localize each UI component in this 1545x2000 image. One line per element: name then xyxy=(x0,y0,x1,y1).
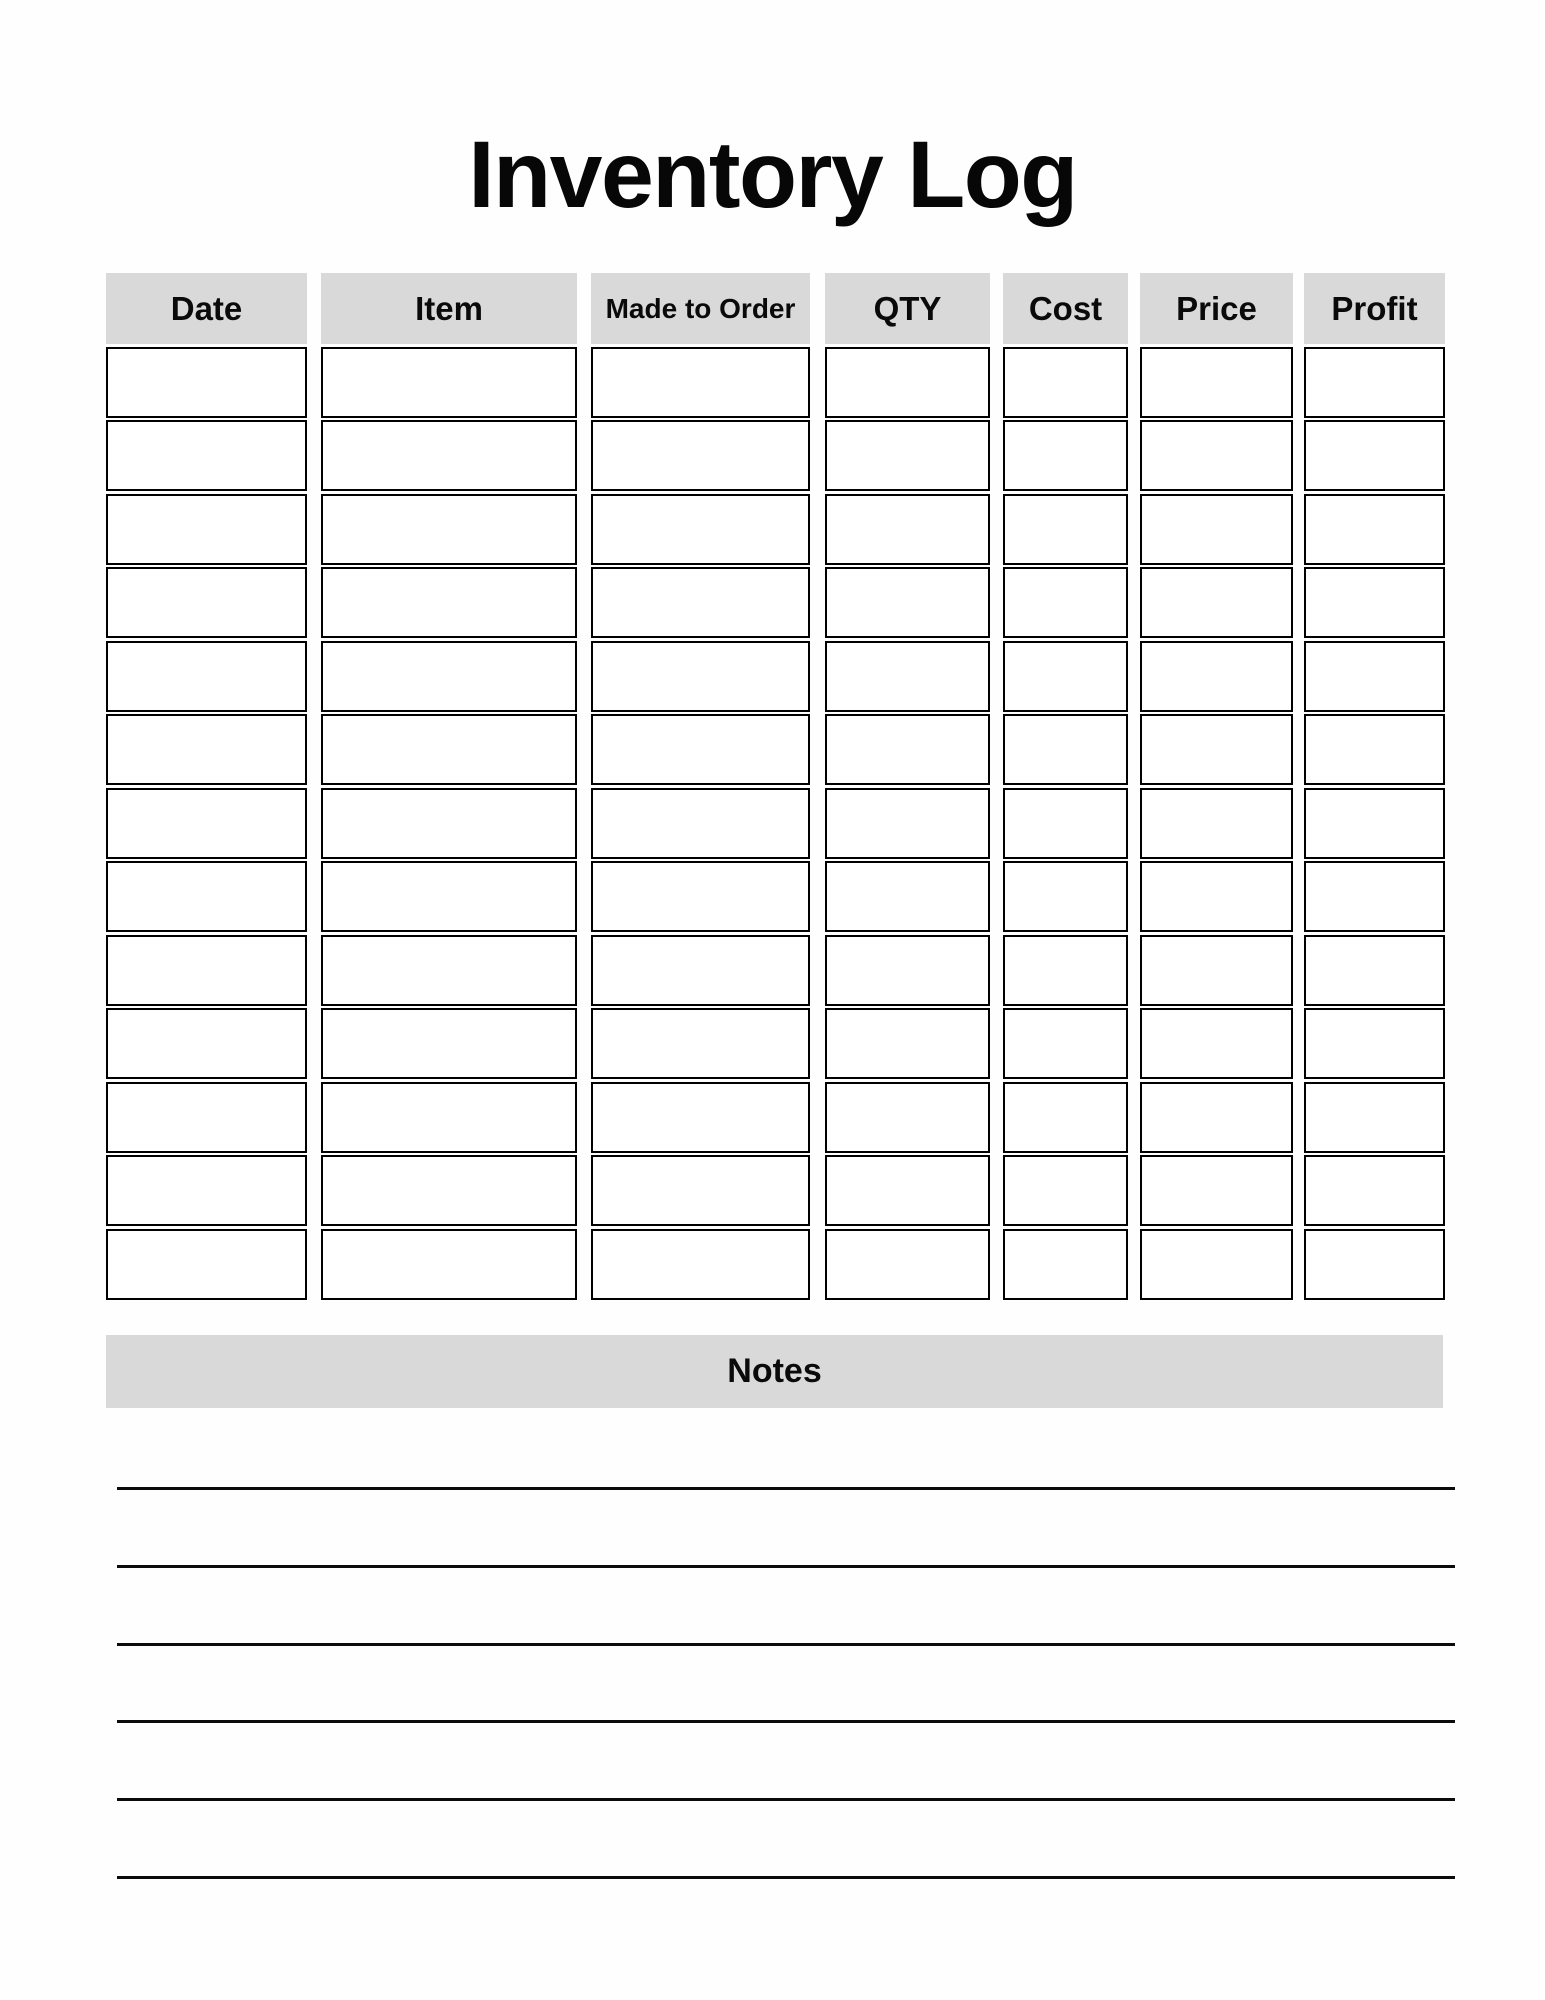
table-cell-profit-row-4[interactable] xyxy=(1304,567,1445,638)
notes-line-1[interactable] xyxy=(117,1487,1455,1490)
table-cell-item-row-6[interactable] xyxy=(321,714,577,785)
table-cell-profit-row-9[interactable] xyxy=(1304,935,1445,1006)
notes-line-5[interactable] xyxy=(117,1798,1455,1801)
table-cell-profit-row-8[interactable] xyxy=(1304,861,1445,932)
table-cell-made_to_order-row-11[interactable] xyxy=(591,1082,810,1153)
column-header-item: Item xyxy=(321,273,577,344)
column-qty xyxy=(825,273,990,1300)
table-cell-date-row-2[interactable] xyxy=(106,420,307,491)
inventory-table xyxy=(0,273,1545,1303)
table-cell-made_to_order-row-6[interactable] xyxy=(591,714,810,785)
table-cell-date-row-5[interactable] xyxy=(106,641,307,712)
notes-line-3[interactable] xyxy=(117,1643,1455,1646)
table-cell-cost-row-7[interactable] xyxy=(1003,788,1128,859)
table-cell-item-row-12[interactable] xyxy=(321,1155,577,1226)
table-cell-date-row-6[interactable] xyxy=(106,714,307,785)
table-cell-profit-row-12[interactable] xyxy=(1304,1155,1445,1226)
table-cell-cost-row-8[interactable] xyxy=(1003,861,1128,932)
table-cell-cost-row-6[interactable] xyxy=(1003,714,1128,785)
table-cell-qty-row-2[interactable] xyxy=(825,420,990,491)
table-cell-cost-row-12[interactable] xyxy=(1003,1155,1128,1226)
table-cell-price-row-2[interactable] xyxy=(1140,420,1293,491)
table-cell-price-row-12[interactable] xyxy=(1140,1155,1293,1226)
table-cell-date-row-3[interactable] xyxy=(106,494,307,565)
table-cell-item-row-10[interactable] xyxy=(321,1008,577,1079)
table-cell-qty-row-7[interactable] xyxy=(825,788,990,859)
column-header-date: Date xyxy=(106,273,307,344)
table-cell-made_to_order-row-2[interactable] xyxy=(591,420,810,491)
table-cell-cost-row-13[interactable] xyxy=(1003,1229,1128,1300)
table-cell-made_to_order-row-13[interactable] xyxy=(591,1229,810,1300)
column-profit xyxy=(1304,273,1445,1300)
table-cell-price-row-1[interactable] xyxy=(1140,347,1293,418)
column-header-made-to-order: Made to Order xyxy=(591,273,810,344)
table-cell-profit-row-7[interactable] xyxy=(1304,788,1445,859)
table-cell-date-row-7[interactable] xyxy=(106,788,307,859)
table-cell-made_to_order-row-9[interactable] xyxy=(591,935,810,1006)
table-cell-made_to_order-row-10[interactable] xyxy=(591,1008,810,1079)
column-header-cost: Cost xyxy=(1003,273,1128,344)
notes-line-6[interactable] xyxy=(117,1876,1455,1879)
table-cell-qty-row-4[interactable] xyxy=(825,567,990,638)
table-cell-cost-row-3[interactable] xyxy=(1003,494,1128,565)
table-cell-item-row-9[interactable] xyxy=(321,935,577,1006)
table-cell-date-row-1[interactable] xyxy=(106,347,307,418)
table-cell-profit-row-6[interactable] xyxy=(1304,714,1445,785)
table-cell-qty-row-5[interactable] xyxy=(825,641,990,712)
table-cell-qty-row-3[interactable] xyxy=(825,494,990,565)
notes-line-2[interactable] xyxy=(117,1565,1455,1568)
table-cell-cost-row-4[interactable] xyxy=(1003,567,1128,638)
table-cell-date-row-4[interactable] xyxy=(106,567,307,638)
table-cell-cost-row-1[interactable] xyxy=(1003,347,1128,418)
notes-header-label: Notes xyxy=(727,1352,822,1390)
table-cell-profit-row-3[interactable] xyxy=(1304,494,1445,565)
table-cell-qty-row-8[interactable] xyxy=(825,861,990,932)
table-cell-item-row-11[interactable] xyxy=(321,1082,577,1153)
table-cell-item-row-3[interactable] xyxy=(321,494,577,565)
column-qty-cells xyxy=(825,347,990,1300)
column-price xyxy=(1140,273,1293,1300)
table-cell-qty-row-11[interactable] xyxy=(825,1082,990,1153)
column-cost xyxy=(1003,273,1128,1300)
table-cell-price-row-13[interactable] xyxy=(1140,1229,1293,1300)
table-cell-qty-row-10[interactable] xyxy=(825,1008,990,1079)
table-cell-qty-row-9[interactable] xyxy=(825,935,990,1006)
table-cell-cost-row-2[interactable] xyxy=(1003,420,1128,491)
column-date-cells xyxy=(106,347,307,1300)
table-cell-qty-row-12[interactable] xyxy=(825,1155,990,1226)
table-cell-item-row-1[interactable] xyxy=(321,347,577,418)
table-cell-price-row-6[interactable] xyxy=(1140,714,1293,785)
table-cell-cost-row-10[interactable] xyxy=(1003,1008,1128,1079)
column-item-cells xyxy=(321,347,577,1300)
table-cell-item-row-8[interactable] xyxy=(321,861,577,932)
column-header-qty: QTY xyxy=(825,273,990,344)
table-cell-item-row-13[interactable] xyxy=(321,1229,577,1300)
table-cell-date-row-11[interactable] xyxy=(106,1082,307,1153)
notes-header-bar xyxy=(106,1335,1443,1408)
table-cell-profit-row-2[interactable] xyxy=(1304,420,1445,491)
table-cell-made_to_order-row-7[interactable] xyxy=(591,788,810,859)
table-cell-profit-row-1[interactable] xyxy=(1304,347,1445,418)
table-cell-date-row-9[interactable] xyxy=(106,935,307,1006)
table-cell-item-row-2[interactable] xyxy=(321,420,577,491)
table-cell-made_to_order-row-5[interactable] xyxy=(591,641,810,712)
table-cell-made_to_order-row-3[interactable] xyxy=(591,494,810,565)
table-cell-profit-row-10[interactable] xyxy=(1304,1008,1445,1079)
table-cell-date-row-10[interactable] xyxy=(106,1008,307,1079)
notes-line-4[interactable] xyxy=(117,1720,1455,1723)
table-cell-price-row-9[interactable] xyxy=(1140,935,1293,1006)
table-cell-date-row-8[interactable] xyxy=(106,861,307,932)
column-made-to-order-cells xyxy=(591,347,810,1300)
table-cell-item-row-5[interactable] xyxy=(321,641,577,712)
page-title: Inventory Log xyxy=(468,122,1077,228)
table-cell-made_to_order-row-1[interactable] xyxy=(591,347,810,418)
column-date xyxy=(106,273,307,1300)
table-cell-price-row-5[interactable] xyxy=(1140,641,1293,712)
table-cell-price-row-11[interactable] xyxy=(1140,1082,1293,1153)
column-header-profit: Profit xyxy=(1304,273,1445,344)
table-cell-item-row-4[interactable] xyxy=(321,567,577,638)
column-made-to-order xyxy=(591,273,810,1300)
table-cell-cost-row-11[interactable] xyxy=(1003,1082,1128,1153)
table-cell-price-row-8[interactable] xyxy=(1140,861,1293,932)
table-cell-profit-row-13[interactable] xyxy=(1304,1229,1445,1300)
table-cell-profit-row-5[interactable] xyxy=(1304,641,1445,712)
table-cell-qty-row-6[interactable] xyxy=(825,714,990,785)
table-cell-made_to_order-row-4[interactable] xyxy=(591,567,810,638)
table-cell-price-row-4[interactable] xyxy=(1140,567,1293,638)
table-cell-cost-row-5[interactable] xyxy=(1003,641,1128,712)
table-cell-made_to_order-row-8[interactable] xyxy=(591,861,810,932)
table-cell-item-row-7[interactable] xyxy=(321,788,577,859)
table-cell-date-row-12[interactable] xyxy=(106,1155,307,1226)
column-profit-cells xyxy=(1304,347,1445,1300)
table-cell-price-row-10[interactable] xyxy=(1140,1008,1293,1079)
table-cell-qty-row-1[interactable] xyxy=(825,347,990,418)
table-cell-profit-row-11[interactable] xyxy=(1304,1082,1445,1153)
table-cell-price-row-7[interactable] xyxy=(1140,788,1293,859)
column-cost-cells xyxy=(1003,347,1128,1300)
table-cell-date-row-13[interactable] xyxy=(106,1229,307,1300)
column-item xyxy=(321,273,577,1300)
table-cell-qty-row-13[interactable] xyxy=(825,1229,990,1300)
table-cell-cost-row-9[interactable] xyxy=(1003,935,1128,1006)
table-cell-price-row-3[interactable] xyxy=(1140,494,1293,565)
column-price-cells xyxy=(1140,347,1293,1300)
table-cell-made_to_order-row-12[interactable] xyxy=(591,1155,810,1226)
column-header-price: Price xyxy=(1140,273,1293,344)
